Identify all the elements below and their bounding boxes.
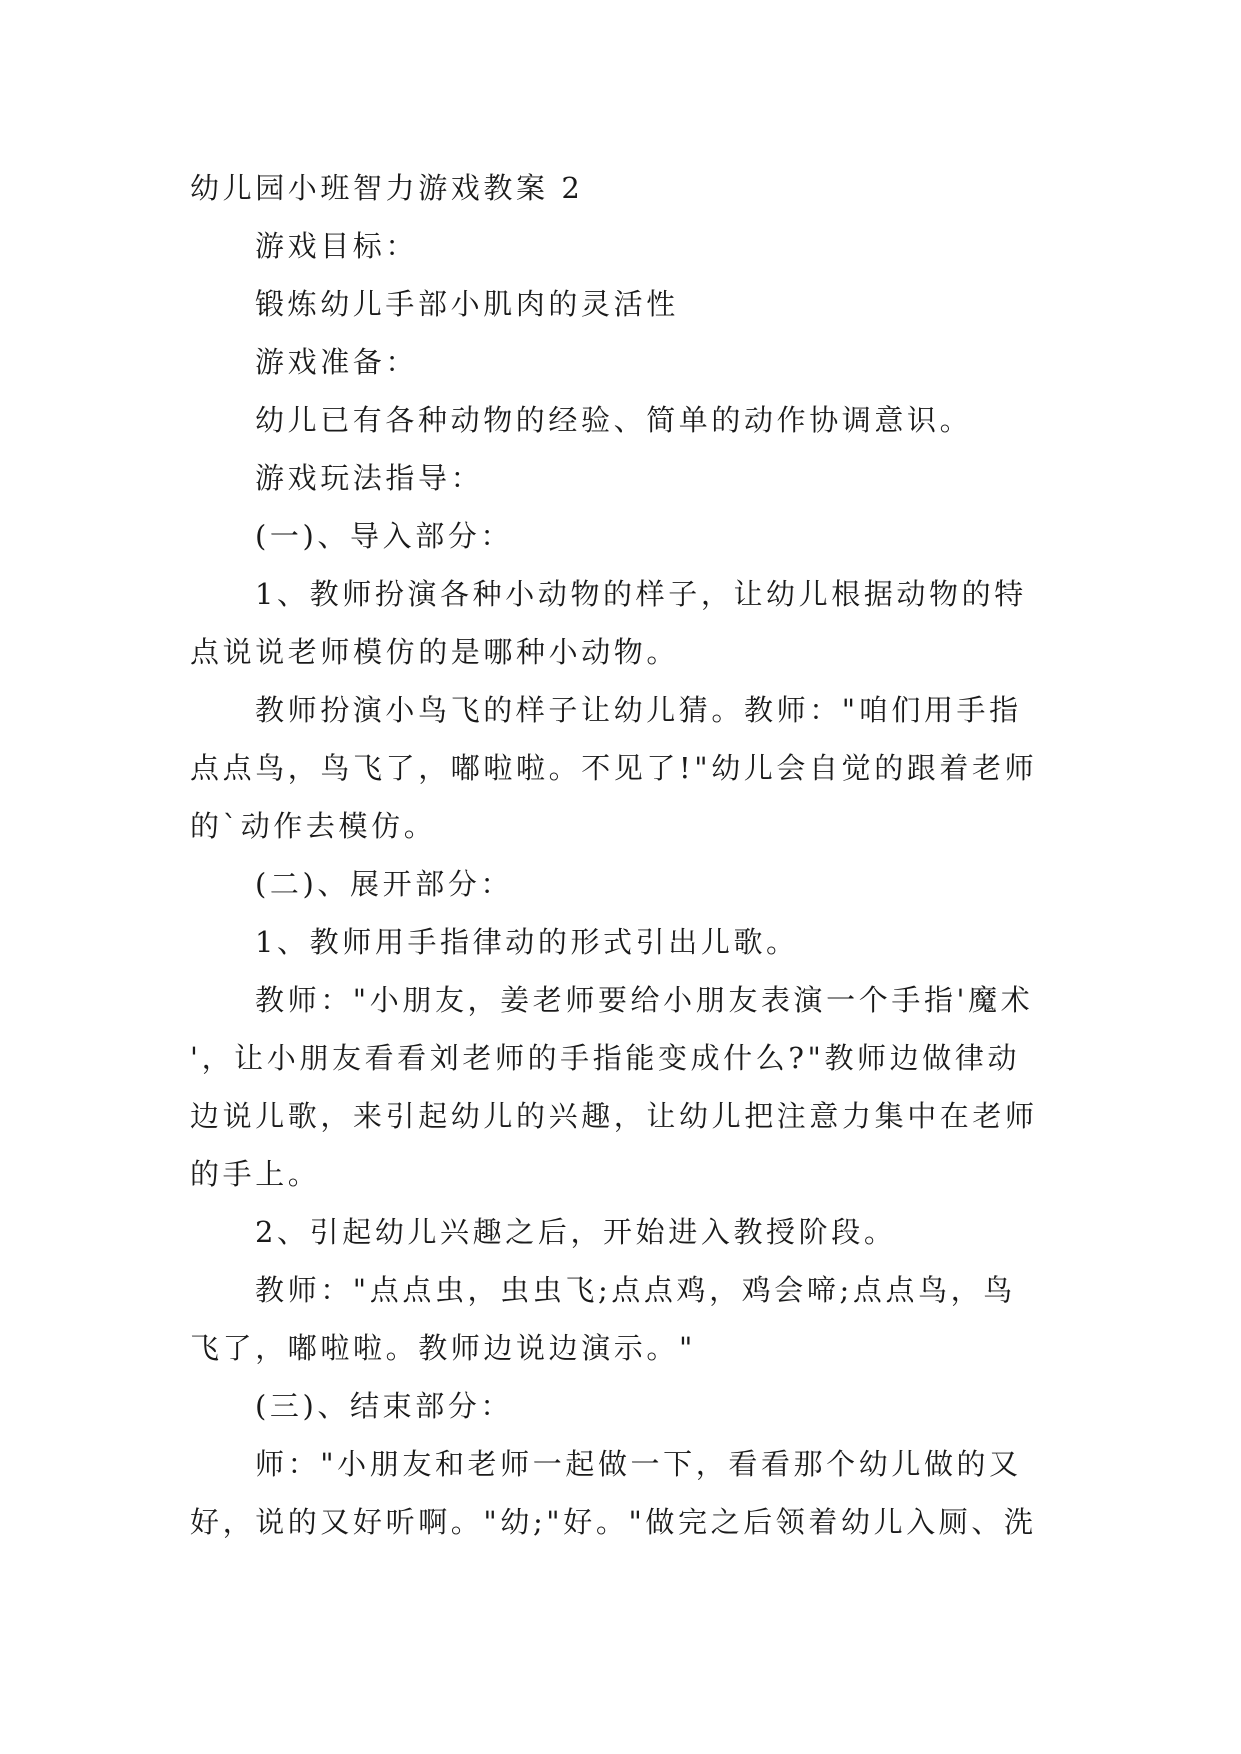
paragraph-line: (二)、展开部分： xyxy=(255,867,514,901)
paragraph-line: 游戏目标： xyxy=(255,229,419,263)
document-title: 幼儿园小班智力游戏教案 2 xyxy=(190,171,584,205)
paragraph-line: '，让小朋友看看刘老师的手指能变成什么?"教师边做律动 xyxy=(190,1041,1021,1075)
paragraph-line: 好，说的又好听啊。"幼;"好。"做完之后领着幼儿入厕、洗 xyxy=(190,1505,1037,1539)
paragraph-line: 师："小朋友和老师一起做一下，看看那个幼儿做的又 xyxy=(255,1447,1022,1481)
paragraph-line: 边说儿歌，来引起幼儿的兴趣，让幼儿把注意力集中在老师 xyxy=(190,1099,1038,1133)
paragraph-line: 幼儿已有各种动物的经验、简单的动作协调意识。 xyxy=(255,403,973,437)
paragraph-line: (三)、结束部分： xyxy=(255,1389,514,1423)
paragraph-line: 1、教师用手指律动的形式引出儿歌。 xyxy=(255,925,799,959)
paragraph-line: 教师："点点虫，虫虫飞;点点鸡，鸡会啼;点点鸟，鸟 xyxy=(255,1273,1016,1307)
paragraph-line: 飞了，嘟啦啦。教师边说边演示。" xyxy=(190,1331,696,1365)
paragraph-line: 锻炼幼儿手部小肌肉的灵活性 xyxy=(255,287,679,321)
paragraph-line: 教师扮演小鸟飞的样子让幼儿猜。教师："咱们用手指 xyxy=(255,693,1022,727)
paragraph-line: 游戏玩法指导： xyxy=(255,461,484,495)
paragraph-line: 2、引起幼儿兴趣之后，开始进入教授阶段。 xyxy=(255,1215,897,1249)
paragraph-line: 的手上。 xyxy=(190,1157,321,1191)
paragraph-line: 的`动作去模仿。 xyxy=(190,809,437,843)
paragraph-line: 游戏准备： xyxy=(255,345,419,379)
paragraph-line: (一)、导入部分： xyxy=(255,519,514,553)
paragraph-line: 1、教师扮演各种小动物的样子，让幼儿根据动物的特 xyxy=(255,577,1027,611)
paragraph-line: 教师："小朋友，姜老师要给小朋友表演一个手指'魔术 xyxy=(255,983,1034,1017)
paragraph-line: 点说说老师模仿的是哪种小动物。 xyxy=(190,635,680,669)
paragraph-line: 点点鸟，鸟飞了，嘟啦啦。不见了!"幼儿会自觉的跟着老师 xyxy=(190,751,1038,785)
